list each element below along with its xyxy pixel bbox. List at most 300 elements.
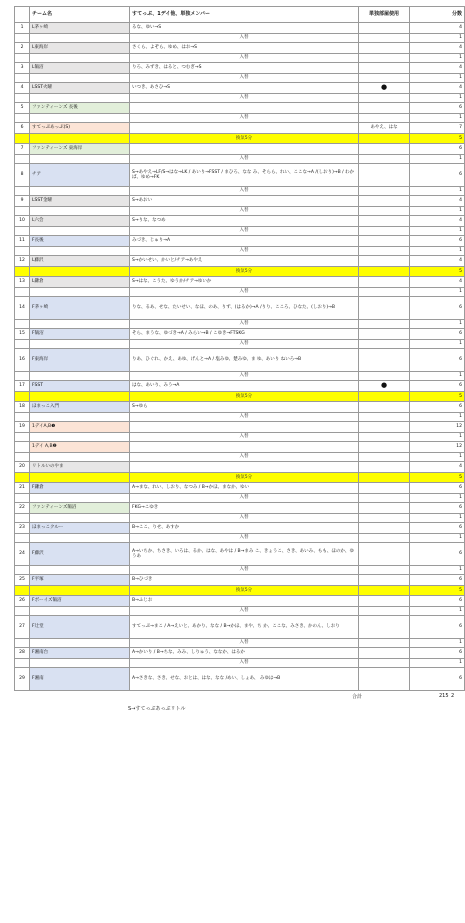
row-team: F藤沢: [30, 543, 130, 566]
insert-label: 入替: [130, 207, 359, 216]
table-row: [15, 216, 465, 227]
insert-label: 入替: [130, 155, 359, 164]
row-members: [130, 442, 359, 453]
row-sub-room: [359, 473, 410, 483]
row-points: 4: [410, 462, 465, 473]
row-points: 1: [410, 187, 465, 196]
row-no: 6: [15, 123, 30, 134]
insert-row: [15, 247, 465, 256]
insert-row: [15, 433, 465, 442]
row-sub-room: [359, 74, 410, 83]
row-team: [30, 659, 130, 668]
row-sub-room: [359, 103, 410, 114]
row-no: [15, 659, 30, 668]
insert-label: 入替: [130, 659, 359, 668]
table-row: [15, 83, 465, 94]
row-sub-room: [359, 494, 410, 503]
row-no: [15, 247, 30, 256]
row-sub-room: [359, 63, 410, 74]
row-sub-room: [359, 236, 410, 247]
row-sub-room: [359, 543, 410, 566]
row-members: A→まな、れい、しおり、なつみ / B→かほ、まなか、ゆい: [130, 483, 359, 494]
ventilation-row: [15, 392, 465, 402]
insert-label: 入替: [130, 227, 359, 236]
row-no: [15, 94, 30, 103]
row-no: [15, 514, 30, 523]
row-members: S→あやえ→LF/S→はな→LK / あいり→FSST / まひろ、なな み、そらら、れい、ここな→A /(しおり)→B / わかば、ゆめ→FK: [130, 164, 359, 187]
insert-label: 入替: [130, 413, 359, 422]
ventilation-label: 換気5分: [130, 586, 359, 596]
side-char: 2: [451, 693, 455, 699]
row-team: [30, 247, 130, 256]
row-points: 6: [410, 483, 465, 494]
row-sub-room: [359, 453, 410, 462]
row-no: 15: [15, 329, 30, 340]
row-team: [30, 534, 130, 543]
table-body: [15, 23, 465, 691]
row-sub-room: ●: [359, 83, 410, 94]
row-team: Fボーイズ鵠沼: [30, 596, 130, 607]
header-sub-room: 単独部屋使用: [359, 7, 410, 23]
table-row: [15, 164, 465, 187]
row-points: 1: [410, 659, 465, 668]
row-team: チア: [30, 164, 130, 187]
row-points: 6: [410, 523, 465, 534]
row-points: 1: [410, 413, 465, 422]
row-members: [130, 462, 359, 473]
header-members: すてっぷ、1デイ他、単独メンバー: [130, 7, 359, 23]
ventilation-row: [15, 134, 465, 144]
row-no: [15, 566, 30, 575]
row-points: 1: [410, 155, 465, 164]
table-row: [15, 144, 465, 155]
row-no: [15, 534, 30, 543]
row-team: F辻堂: [30, 616, 130, 639]
row-points: 12: [410, 442, 465, 453]
row-sub-room: [359, 668, 410, 691]
row-team: [30, 288, 130, 297]
row-team: ほまっこ入門: [30, 402, 130, 413]
row-sub-room: [359, 164, 410, 187]
insert-label: 入替: [130, 187, 359, 196]
row-points: 6: [410, 596, 465, 607]
table-row: [15, 103, 465, 114]
row-points: 12: [410, 422, 465, 433]
row-members: [130, 144, 359, 155]
row-sub-room: [359, 462, 410, 473]
insert-label: 入替: [130, 54, 359, 63]
row-sub-room: [359, 442, 410, 453]
row-no: [15, 340, 30, 349]
row-sub-room: [359, 616, 410, 639]
row-sub-room: [359, 329, 410, 340]
row-no: 26: [15, 596, 30, 607]
row-points: 1: [410, 340, 465, 349]
row-members: [130, 123, 359, 134]
insert-row: [15, 94, 465, 103]
row-points: 4: [410, 216, 465, 227]
row-team: F鎌倉: [30, 483, 130, 494]
row-points: 4: [410, 83, 465, 94]
row-sub-room: [359, 114, 410, 123]
row-no: 1: [15, 23, 30, 34]
row-team: L藤沢: [30, 256, 130, 267]
row-members: B→ひづき: [130, 575, 359, 586]
row-sub-room: [359, 267, 410, 277]
row-no: [15, 320, 30, 329]
row-no: [15, 639, 30, 648]
total-label: 合計: [352, 694, 363, 700]
row-members: S→あおい: [130, 196, 359, 207]
row-team: [30, 473, 130, 483]
row-team: [30, 566, 130, 575]
insert-label: 入替: [130, 340, 359, 349]
row-sub-room: [359, 514, 410, 523]
row-team: F長後: [30, 236, 130, 247]
table-row: [15, 422, 465, 433]
table-row: [15, 523, 465, 534]
row-points: 1: [410, 433, 465, 442]
row-points: 1: [410, 74, 465, 83]
row-points: 1: [410, 288, 465, 297]
row-members: みづき、じゅり→A: [130, 236, 359, 247]
row-no: [15, 114, 30, 123]
row-team: [30, 134, 130, 144]
row-no: 2: [15, 43, 30, 54]
row-no: [15, 586, 30, 596]
table-row: [15, 442, 465, 453]
table-row: [15, 402, 465, 413]
insert-label: 入替: [130, 94, 359, 103]
row-no: 11: [15, 236, 30, 247]
ventilation-label: 換気5分: [130, 267, 359, 277]
total-value: 215: [439, 693, 449, 699]
row-members: るな、ゆい→S: [130, 23, 359, 34]
row-no: 27: [15, 616, 30, 639]
row-points: 6: [410, 297, 465, 320]
row-points: 6: [410, 616, 465, 639]
row-sub-room: [359, 659, 410, 668]
row-members: そら、まうな、ゆづき→A / みらい→B / こゆき→FTSKG: [130, 329, 359, 340]
row-no: [15, 413, 30, 422]
insert-row: [15, 320, 465, 329]
row-no: 18: [15, 402, 30, 413]
ventilation-label: 換気5分: [130, 134, 359, 144]
insert-row: [15, 340, 465, 349]
row-points: 6: [410, 164, 465, 187]
insert-row: [15, 74, 465, 83]
row-team: ファンティーンズ鵠沼: [30, 503, 130, 514]
table-row: [15, 349, 465, 372]
row-team: ファンティーンズ 東海岸: [30, 144, 130, 155]
insert-label: 入替: [130, 534, 359, 543]
row-team: L六会: [30, 216, 130, 227]
table-row: [15, 329, 465, 340]
row-points: 5: [410, 267, 465, 277]
row-sub-room: [359, 94, 410, 103]
insert-row: [15, 494, 465, 503]
table-row: [15, 123, 465, 134]
row-no: 4: [15, 83, 30, 94]
row-points: 1: [410, 94, 465, 103]
insert-row: [15, 453, 465, 462]
insert-label: 入替: [130, 74, 359, 83]
row-points: 6: [410, 349, 465, 372]
row-no: 16: [15, 349, 30, 372]
row-team: [30, 187, 130, 196]
row-sub-room: [359, 639, 410, 648]
row-points: 1: [410, 320, 465, 329]
row-sub-room: あやえ、はな: [359, 123, 410, 134]
insert-label: 入替: [130, 514, 359, 523]
row-team: [30, 514, 130, 523]
row-members: B→ここ、りせ、あすか: [130, 523, 359, 534]
row-points: 1: [410, 372, 465, 381]
row-team: [30, 392, 130, 402]
row-team: [30, 54, 130, 63]
row-team: [30, 227, 130, 236]
row-sub-room: [359, 349, 410, 372]
row-no: [15, 392, 30, 402]
row-sub-room: [359, 503, 410, 514]
insert-label: 入替: [130, 114, 359, 123]
ventilation-row: [15, 586, 465, 596]
row-no: [15, 227, 30, 236]
row-sub-room: ●: [359, 381, 410, 392]
row-no: 17: [15, 381, 30, 392]
schedule-table: [14, 6, 465, 691]
row-sub-room: [359, 607, 410, 616]
row-points: 1: [410, 34, 465, 43]
table-row: [15, 668, 465, 691]
table-row: [15, 616, 465, 639]
table-row: [15, 596, 465, 607]
legend-note: S→すてっぷあっぷリトル: [128, 706, 186, 712]
row-points: 5: [410, 586, 465, 596]
row-team: F湘南台: [30, 648, 130, 659]
row-points: 1: [410, 534, 465, 543]
row-team: FSST: [30, 381, 130, 392]
row-no: 13: [15, 277, 30, 288]
row-sub-room: [359, 288, 410, 297]
row-no: 24: [15, 543, 30, 566]
row-team: L鵠沼: [30, 63, 130, 74]
row-sub-room: [359, 207, 410, 216]
row-points: 1: [410, 453, 465, 462]
row-team: F平塚: [30, 575, 130, 586]
row-points: 1: [410, 54, 465, 63]
row-team: [30, 494, 130, 503]
insert-label: 入替: [130, 34, 359, 43]
row-sub-room: [359, 23, 410, 34]
row-members: いつき、あさひ→S: [130, 83, 359, 94]
row-points: 4: [410, 256, 465, 267]
row-team: [30, 453, 130, 462]
row-team: L鎌倉: [30, 277, 130, 288]
insert-row: [15, 372, 465, 381]
row-no: [15, 207, 30, 216]
ventilation-row: [15, 473, 465, 483]
row-members: [130, 103, 359, 114]
table-row: [15, 196, 465, 207]
row-no: [15, 372, 30, 381]
row-team: リトルいのやま: [30, 462, 130, 473]
row-sub-room: [359, 216, 410, 227]
row-no: 20: [15, 462, 30, 473]
row-members: はな、あいり、みう→A: [130, 381, 359, 392]
insert-row: [15, 566, 465, 575]
row-no: [15, 442, 30, 453]
row-members: りな、るあ、せな、たいせい、なほ、のあ、りず、(はるか)→A /りり、こころ、ひなた、(しおり)→B: [130, 297, 359, 320]
row-points: 1: [410, 114, 465, 123]
insert-row: [15, 114, 465, 123]
row-sub-room: [359, 372, 410, 381]
row-team: [30, 607, 130, 616]
row-points: 6: [410, 236, 465, 247]
row-points: 1: [410, 639, 465, 648]
row-no: 3: [15, 63, 30, 74]
row-no: [15, 473, 30, 483]
ventilation-row: [15, 267, 465, 277]
header-points: 分数: [410, 7, 465, 23]
row-sub-room: [359, 534, 410, 543]
row-sub-room: [359, 392, 410, 402]
row-points: 1: [410, 227, 465, 236]
row-sub-room: [359, 155, 410, 164]
row-sub-room: [359, 34, 410, 43]
row-sub-room: [359, 54, 410, 63]
row-sub-room: [359, 340, 410, 349]
row-team: [30, 114, 130, 123]
insert-row: [15, 413, 465, 422]
row-points: 1: [410, 247, 465, 256]
row-points: 6: [410, 329, 465, 340]
row-team: [30, 372, 130, 381]
row-no: 12: [15, 256, 30, 267]
insert-row: [15, 607, 465, 616]
insert-row: [15, 534, 465, 543]
row-no: [15, 187, 30, 196]
insert-label: 入替: [130, 288, 359, 297]
row-sub-room: [359, 277, 410, 288]
row-no: 8: [15, 164, 30, 187]
header-row: [15, 7, 465, 23]
insert-row: [15, 659, 465, 668]
row-points: 6: [410, 648, 465, 659]
row-team: [30, 74, 130, 83]
row-team: [30, 340, 130, 349]
row-no: [15, 54, 30, 63]
row-team: [30, 207, 130, 216]
row-no: [15, 134, 30, 144]
row-members: A→いちか、ちさき、いろは、るか、はな、あやは / B→まみ こ、きょうこ、さき、あいみ、もも、ほのか、ゆうあ: [130, 543, 359, 566]
row-points: 6: [410, 402, 465, 413]
row-members: A→さきな、さき、せな、おとは、はな、なな /めい、しょあ、 みゆは→B: [130, 668, 359, 691]
row-team: F鵠沼: [30, 329, 130, 340]
table-row: [15, 277, 465, 288]
row-no: 5: [15, 103, 30, 114]
row-team: F茅ヶ崎: [30, 297, 130, 320]
row-no: [15, 288, 30, 297]
row-members: S→りな、なつめ: [130, 216, 359, 227]
row-team: [30, 267, 130, 277]
table-row: [15, 23, 465, 34]
row-team: [30, 94, 130, 103]
row-team: 1デイA,B❶: [30, 422, 130, 433]
row-points: 6: [410, 503, 465, 514]
row-points: 6: [410, 575, 465, 586]
ventilation-label: 換気5分: [130, 473, 359, 483]
insert-label: 入替: [130, 607, 359, 616]
row-members: S→はな、こうた、ゆうか/チア→ゆいか: [130, 277, 359, 288]
row-no: [15, 155, 30, 164]
table-row: [15, 297, 465, 320]
insert-row: [15, 34, 465, 43]
row-members: さくら、よぞら、ゆめ、はお→S: [130, 43, 359, 54]
row-members: S→かいせい、かいと/チア→あやえ: [130, 256, 359, 267]
row-team: ほまっこクルー: [30, 523, 130, 534]
row-sub-room: [359, 422, 410, 433]
row-sub-room: [359, 227, 410, 236]
table-row: [15, 648, 465, 659]
table-row: [15, 236, 465, 247]
row-sub-room: [359, 247, 410, 256]
row-team: すてっぷあっぷ(S): [30, 123, 130, 134]
row-team: LSST火曜: [30, 83, 130, 94]
row-members: A→かいり / B→ちな、みみ、しりゅう、ななか、はるか: [130, 648, 359, 659]
table-row: [15, 543, 465, 566]
table-row: [15, 63, 465, 74]
insert-label: 入替: [130, 372, 359, 381]
header-no: [15, 7, 30, 23]
row-points: 4: [410, 196, 465, 207]
insert-row: [15, 54, 465, 63]
ventilation-label: 換気5分: [130, 392, 359, 402]
row-members: B→ふじお: [130, 596, 359, 607]
row-points: 6: [410, 381, 465, 392]
table-row: [15, 43, 465, 54]
row-points: 1: [410, 207, 465, 216]
insert-label: 入替: [130, 639, 359, 648]
row-members: りろ、みずき、はると、つむぎ→S: [130, 63, 359, 74]
row-team: [30, 413, 130, 422]
insert-label: 入替: [130, 494, 359, 503]
row-no: 10: [15, 216, 30, 227]
row-points: 6: [410, 543, 465, 566]
row-sub-room: [359, 596, 410, 607]
row-points: 4: [410, 23, 465, 34]
row-no: [15, 74, 30, 83]
row-sub-room: [359, 43, 410, 54]
row-points: 6: [410, 144, 465, 155]
row-no: 21: [15, 483, 30, 494]
insert-row: [15, 187, 465, 196]
row-no: 28: [15, 648, 30, 659]
row-team: [30, 34, 130, 43]
row-sub-room: [359, 320, 410, 329]
row-no: 23: [15, 523, 30, 534]
insert-row: [15, 227, 465, 236]
insert-row: [15, 207, 465, 216]
row-sub-room: [359, 134, 410, 144]
table-row: [15, 381, 465, 392]
row-points: 5: [410, 392, 465, 402]
row-team: L東海岸: [30, 43, 130, 54]
row-team: [30, 155, 130, 164]
row-no: [15, 34, 30, 43]
insert-label: 入替: [130, 453, 359, 462]
insert-row: [15, 288, 465, 297]
